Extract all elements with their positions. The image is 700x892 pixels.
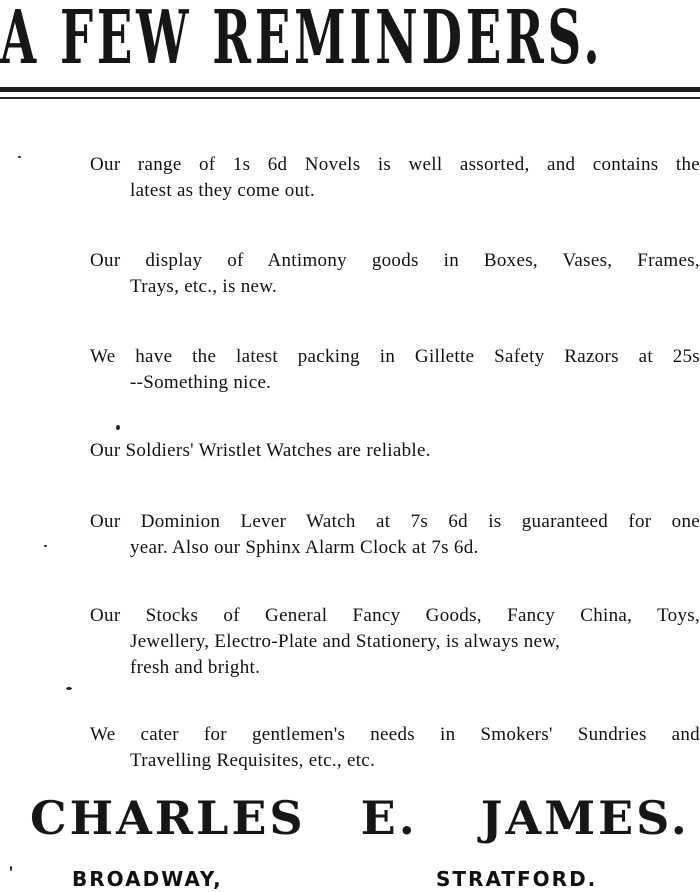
reminder-text: Our Soldiers' Wristlet Watches are reliable.: [90, 440, 431, 461]
reminder-text-continued: latest as they come out.: [130, 180, 316, 201]
divider-thick: [0, 87, 700, 92]
print-speck: [44, 545, 47, 547]
print-speck: [116, 425, 120, 430]
divider-thin: [0, 97, 700, 99]
reminder-text: Our Stocks of General Fancy Goods, Fancy China, Toys,: [90, 605, 700, 626]
address-town: STRATFORD.: [436, 867, 598, 891]
print-speck: [18, 156, 21, 158]
print-speck: [66, 687, 72, 690]
reminder-text: Our range of 1s 6d Novels is well assorted, and contains the: [90, 154, 700, 175]
merchant-last-name: JAMES.: [480, 791, 690, 845]
address-street: BROADWAY,: [72, 867, 223, 891]
page-title: A FEW REMINDERS.: [0, 0, 604, 81]
reminder-text-continued: --Something nice.: [130, 372, 272, 393]
merchant-first-name: CHARLES: [30, 791, 306, 845]
reminder-text: We have the latest packing in Gillette Safety Razors at 25s: [90, 346, 700, 367]
reminder-item-gentlemen: [90, 722, 700, 774]
print-speck: [10, 866, 12, 871]
reminder-item-razors: [90, 344, 700, 396]
reminder-item-fancy-goods: [90, 603, 700, 681]
reminder-item-lever-watch: [90, 509, 700, 561]
merchant-initial: E.: [360, 791, 418, 845]
reminder-text: We cater for gentlemen's needs in Smokers' Sundries and: [90, 724, 700, 745]
reminder-text-continued: Travelling Requisites, etc., etc.: [130, 750, 376, 771]
reminder-text-continued: fresh and bright.: [130, 657, 261, 678]
reminder-item-novels: [90, 152, 700, 204]
merchant-name: [30, 788, 690, 848]
reminder-text-continued: year. Also our Sphinx Alarm Clock at 7s 6d.: [130, 537, 479, 558]
reminder-text-continued: Trays, etc., is new.: [130, 276, 278, 297]
reminder-item-wristlet-watches: [90, 438, 700, 464]
reminder-item-antimony: [90, 248, 700, 300]
reminder-text-continued: Jewellery, Electro-Plate and Stationery, is always new,: [130, 631, 561, 652]
reminder-text: Our display of Antimony goods in Boxes, Vases, Frames,: [90, 250, 700, 271]
reminder-text: Our Dominion Lever Watch at 7s 6d is guaranteed for one: [90, 511, 700, 532]
